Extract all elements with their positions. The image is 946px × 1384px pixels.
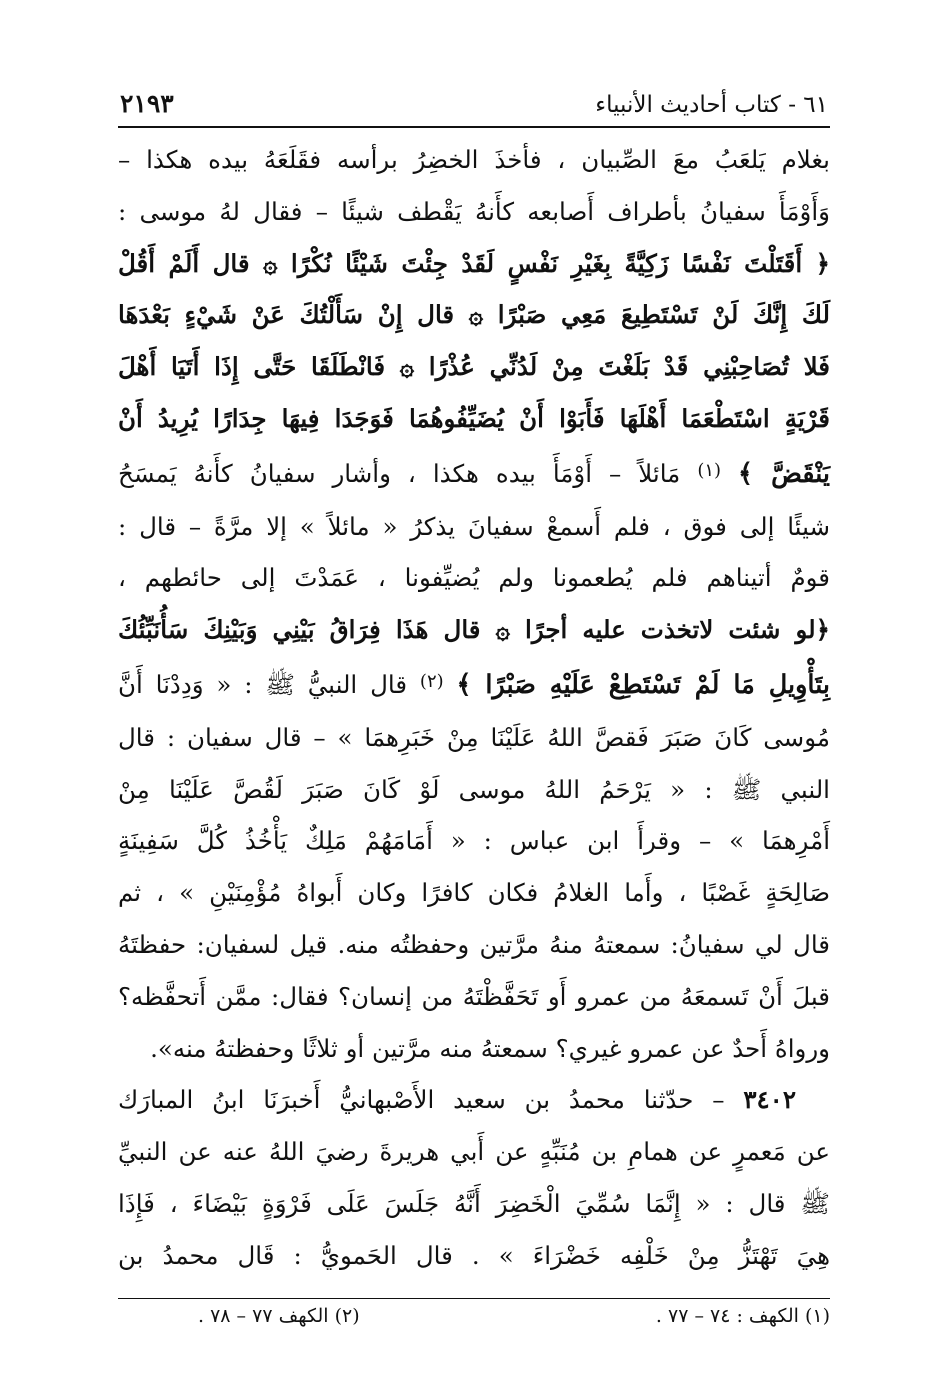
- text-line: قبلَ أَنْ تَسمعَهُ من عمرو أَو تَحَفَّظْتَهُ من إنسان؟ فقال: ممَّن أَتحفَّظه؟: [118, 981, 830, 1011]
- quran-fragment: بِتَأْوِيلِ مَا لَمْ تَسْتَطِعْ عَلَيْهِ صَبْرًا ﴾: [456, 669, 830, 700]
- footnote-1: (١) الكهف : ٧٤ – ٧٧ .: [655, 1304, 830, 1327]
- quran-line: فَلا تُصَاحِبْنِي قَدْ بَلَغْتَ مِنْ لَدُنِّي عُذْرًا ۞ فَانْطَلَقَا حَتَّى إِذَا أَتَيَا أَهْلَ: [118, 352, 830, 382]
- text-fragment: – حدّثنا محمدُ بن سعيد الأَصْبهانيُّ أَخبرَنَا ابنُ المبارَك: [118, 1085, 725, 1115]
- quran-line: لَكَ إِنَّكَ لَنْ تَسْتَطِيعَ مَعِي صَبْرًا ۞ قال إِنْ سَأَلْتُكَ عَنْ شَيْءٍ بَعْدَهَا: [118, 300, 830, 330]
- footnote-2: (٢) الكهف ٧٧ – ٧٨ .: [198, 1304, 360, 1327]
- text-line: هِيَ تَهْتَزُّ مِنْ خَلْفِه خَضْرَاءَ » . قال الحَمويُّ : قَال محمدُ بن: [118, 1240, 830, 1270]
- page-number: ٢١٩٣: [120, 89, 174, 118]
- text-line: شيئًا إلى فوق ، فلم أَسمعْ سفيانَ يذكرُ « مائلاً » إلا مرَّةً – قال :: [118, 511, 830, 541]
- quran-fragment: يَنْقَضَّ ﴾: [738, 458, 830, 489]
- quran-line: ﴿لو شئت لاتخذت عليه أجرًا ۞ قال هَذَا فِرَاقُ بَيْنِي وَبَيْنِكَ سَأُنَبِّئُكَ: [118, 615, 830, 645]
- text-line: عن مَعمرٍ عن همامِ بن مُنَبِّهٍ عن أَبي هريرةَ رضيَ اللهُ عنه عن النبيِّ: [118, 1137, 830, 1167]
- text-fragment: قال النبيُّ ﷺ : « وَدِدْنَا أَنَّ: [118, 669, 408, 699]
- header-rule: [118, 126, 830, 128]
- text-line: ﷺ قال : « إِنَّمَا سُمِّيَ الْخَضِرَ أَنَّهُ جَلَسَ عَلَى فَرْوَةٍ بَيْضَاءَ ، فَإِذَا: [118, 1188, 830, 1218]
- hadith-start-line: [118, 1074, 830, 1126]
- text-line: وَأَوْمَأَ سفيانُ بأطراف أَصابعه كأَنهُ يَقْطف شيئًا – فقال لهُ موسى :: [118, 196, 830, 226]
- text-line: أَمْرِهمَا » – وقرأَ ابن عباس : « أَمَامَهُمْ مَلِكٌ يَأْخُذُ كُلَّ سَفِينَةٍ: [118, 826, 830, 856]
- main-text: [118, 134, 830, 1282]
- text-line: ورواهُ أَحدٌ عن عمرو غيري؟ سمعتهُ منه مرَّتين أو ثلاثًا وحفظتهُ منه».: [150, 1033, 830, 1063]
- text-fragment: مَائلاً – أَوْمَأَ بيده هكذا ، وأشار سفيانُ كأَنهُ يَمسَحُ: [118, 458, 681, 488]
- text-line: بغلام يَلعَبُ معَ الصِّبيان ، فأخذَ الخضِرُ برأسه فقَلَعَهُ بيده هكذا –: [118, 145, 830, 174]
- text-line: [118, 445, 830, 501]
- footnotes: [118, 1299, 830, 1327]
- quran-line: قَرْيَةٍ اسْتَطْعَمَا أَهْلَهَا فَأَبَوْا أَنْ يُضَيِّفُوهُمَا فَوَجَدَا فِيهَا جِدَارًا يُرِيدُ أَنْ: [118, 403, 830, 433]
- running-title: ٦١ - كتاب أحاديث الأنبياء: [595, 92, 828, 118]
- text-line: مُوسى كَانَ صَبَرَ فَقصَّ اللهُ عَلَيْنَا مِنْ خَبَرِهمَا » – قال سفيان : قال: [118, 722, 830, 752]
- text-line: صَالِحَةٍ غَصْبًا ، وأَما الغلامُ فكان كافرًا وكان أَبواهُ مُؤْمِنَيْنِ » ، ثم: [118, 878, 830, 908]
- text-line: قال لي سفيانُ: سمعتهُ منهُ مرَّتين وحفظتُه منه. قيل لسفيان: حفظتَهُ: [118, 929, 830, 959]
- footnote-ref: (٢): [419, 670, 444, 692]
- text-line: [118, 656, 830, 712]
- footnote-ref: (١): [697, 459, 722, 481]
- quran-line: ﴿ أَقَتَلْتَ نَفْسًا زَكِيَّةً بِغَيْرِ نَفْسٍ لَقَدْ جِئْتَ شَيْئًا نُكْرًا ۞ قال أَلَمْ أَقُلْ: [118, 248, 830, 278]
- text-line: النبي ﷺ : « يَرْحَمُ اللهُ موسى لَوْ كَانَ صَبَرَ لَقُصَّ عَلَيْنَا مِنْ: [118, 774, 830, 804]
- page-header: [118, 82, 830, 118]
- page: [118, 82, 830, 1327]
- text-line: قومٌ أتيناهم فلم يُطعمونا ولم يُضيِّفونا ، عَمَدْتَ إلى حائطهم ،: [118, 563, 830, 593]
- hadith-number: ٣٤٠٢: [743, 1085, 796, 1115]
